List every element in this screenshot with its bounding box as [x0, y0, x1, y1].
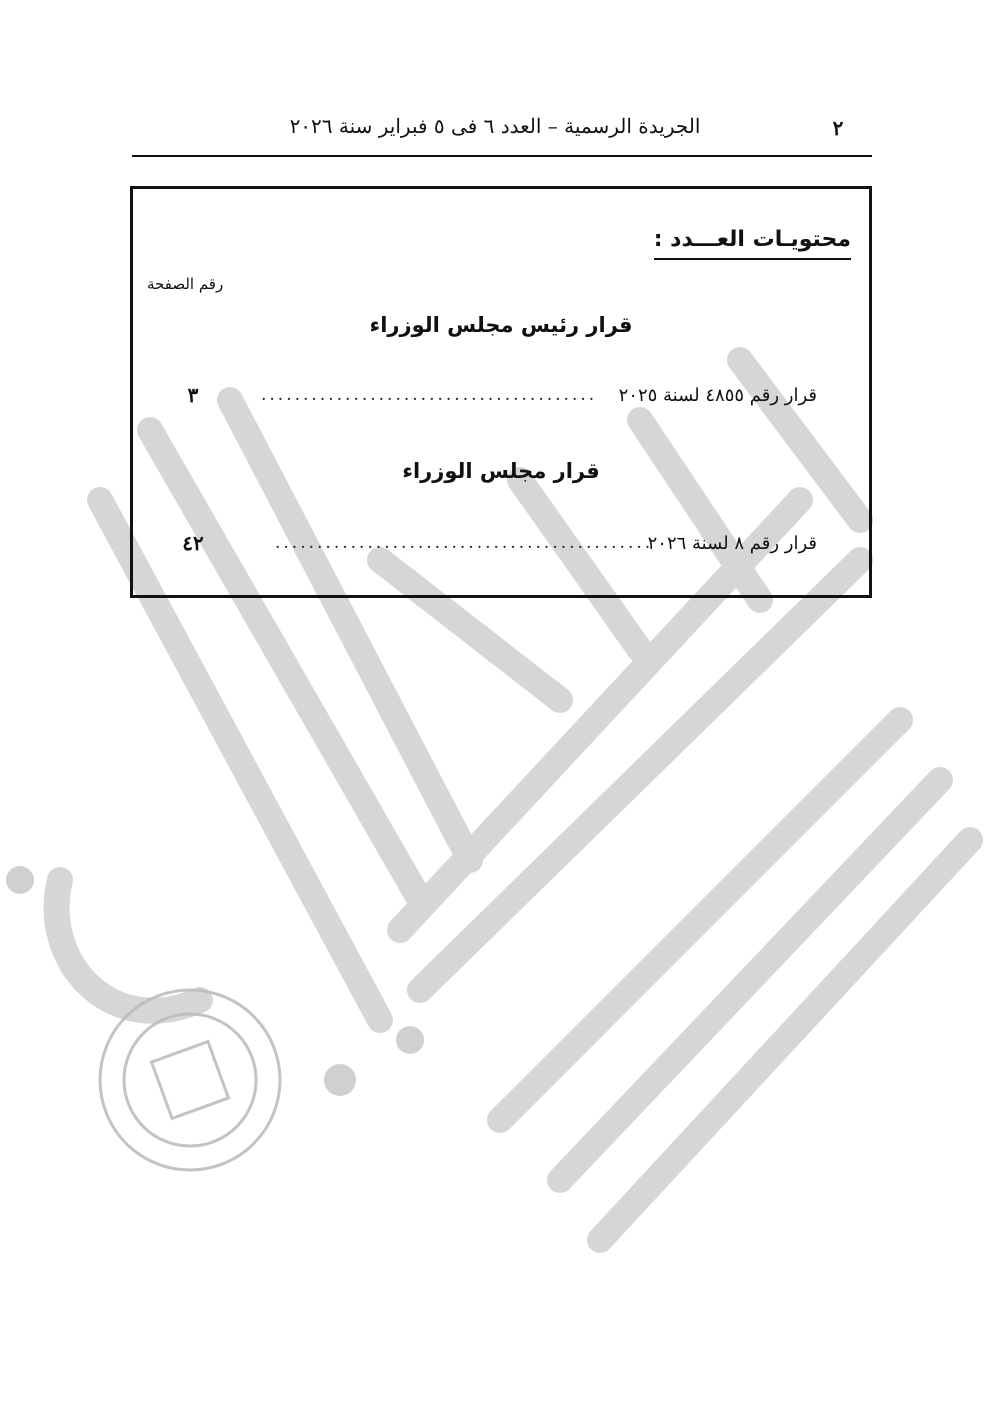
contents-box: [130, 186, 872, 598]
entry-page-number: ٣: [187, 383, 199, 407]
entry-leader-dots: ........................................: [261, 385, 598, 405]
section-title-pm-decree: قرار رئيس مجلس الوزراء: [369, 313, 633, 337]
header-title: الجريدة الرسمية – العدد ٦ فى ٥ فبراير سنة ٢٠٢٦: [289, 114, 701, 138]
header-page-number: ٢: [832, 116, 844, 140]
section-title-cabinet-decree: قرار مجلس الوزراء: [402, 459, 600, 483]
entry-title: قرار رقم ٨ لسنة ٢٠٢٦: [647, 533, 817, 554]
contents-entry[interactable]: [133, 533, 869, 563]
contents-heading: محتويـات العـــدد :: [654, 227, 851, 260]
contents-entry[interactable]: [133, 385, 869, 415]
entry-leader-dots: .............................................: [275, 533, 654, 553]
page-column-label: رقم الصفحة: [147, 275, 224, 293]
entry-page-number: ٤٢: [182, 531, 204, 555]
entry-title: قرار رقم ٤٨٥٥ لسنة ٢٠٢٥: [618, 385, 817, 406]
header-rule: [132, 155, 872, 157]
